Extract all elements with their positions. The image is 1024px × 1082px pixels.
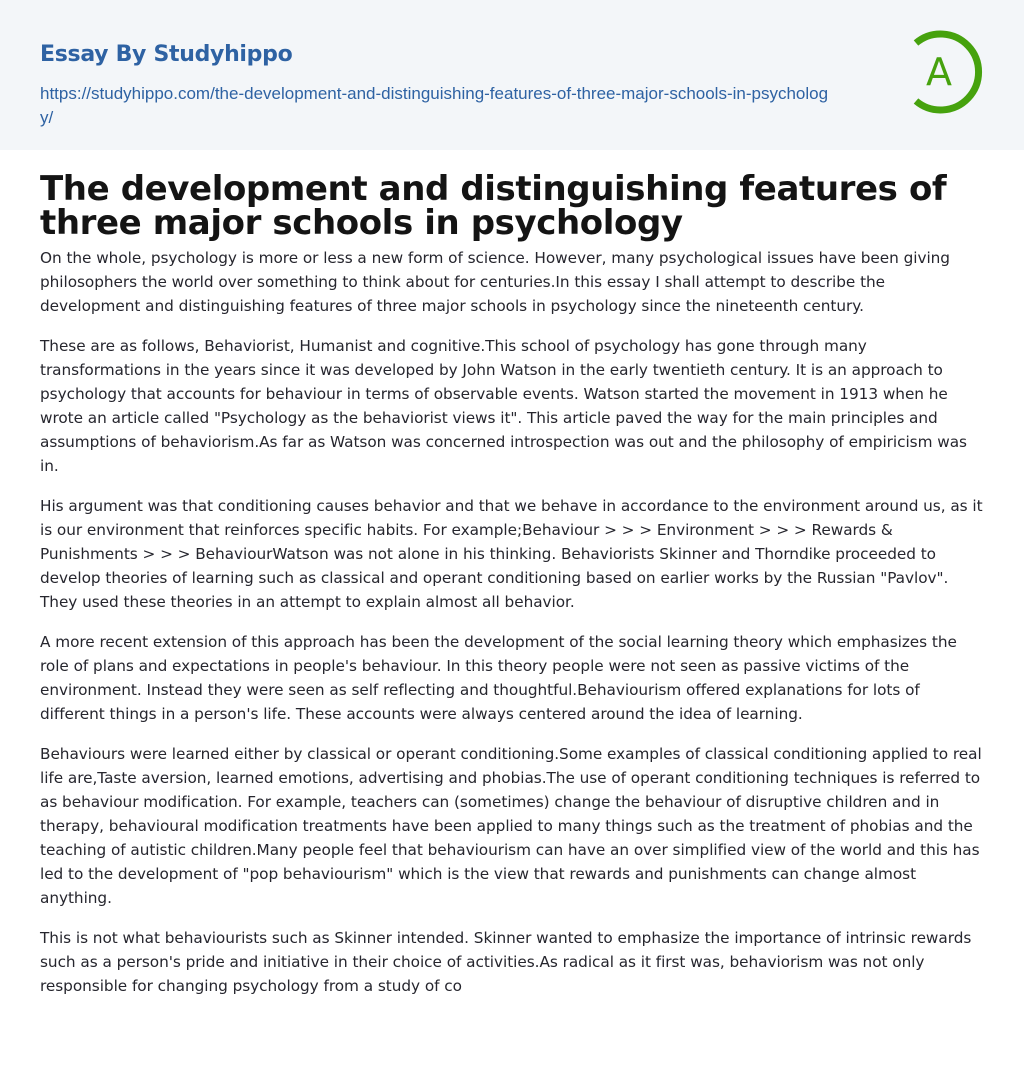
logo-letter: A [926,50,952,94]
article-paragraph: This is not what behaviourists such as Skinner intended. Skinner wanted to emphasize the importance of intrinsic rewards such as a person's pride and initiative in their choice of activities.As radical as it first was, behaviorism was not only responsible for changing psychology from a study of co [40,929,972,995]
essay-url-link[interactable]: https://studyhippo.com/the-development-and-distinguishing-features-of-three-major-schools-in-psychology/ [40,84,829,127]
logo-arc-icon [905,29,987,115]
site-title[interactable]: Essay By Studyhippo [40,42,293,67]
article-paragraph: On the whole, psychology is more or less a new form of science. However, many psychological issues have been giving philosophers the world over something to think about for centuries.In this essay I shall attempt to describe the development and distinguishing features of three major schools in psychology since the nineteenth century. [40,249,950,315]
article-paragraph: Behaviours were learned either by classical or operant conditioning.Some examples of classical conditioning applied to real life are,Taste aversion, learned emotions, advertising and phobias.The use of operant conditioning techniques is referred to as behaviour modification. For example, teachers can (sometimes) change the behaviour of disruptive children and in therapy, behavioural modification treatments have been applied to many things such as the treatment of phobias and the teaching of autistic children.Many people feel that behaviourism can have an over simplified view of the world and this has led to the development of "pop behaviourism" which is the view that rewards and punishments can change almost anything. [40,745,982,907]
page-title: The development and distinguishing features of three major schools in psychology [40,169,947,243]
site-header [0,0,1024,150]
studyhippo-logo-icon[interactable] [905,29,987,115]
article-paragraph: His argument was that conditioning causes behavior and that we behave in accordance to the environment around us, as it is our environment that reinforces specific habits. For example;Behaviour > > > Environment > > > Rewards & Punishments > > > BehaviourWatson was not alone in his thinking. Behaviorists Skinner and Thorndike proceeded to develop theories of learning such as classical and operant conditioning based on earlier works by the Russian "Pavlov". They used these theories in an attempt to explain almost all behavior. [40,497,983,611]
article-paragraph: These are as follows, Behaviorist, Humanist and cognitive.This school of psychology has gone through many transformations in the years since it was developed by John Watson in the early twentieth century. It is an approach to psychology that accounts for behaviour in terms of observable events. Watson started the movement in 1913 when he wrote an article called "Psychology as the behaviorist views it". This article paved the way for the main principles and assumptions of behaviorism.As far as Watson was concerned introspection was out and the philosophy of empiricism was in. [40,337,967,475]
article-paragraph: A more recent extension of this approach has been the development of the social learning theory which emphasizes the role of plans and expectations in people's behaviour. In this theory people were not seen as passive victims of the environment. Instead they were seen as self reflecting and thoughtful.Behaviourism offered explanations for lots of different things in a person's life. These accounts were always centered around the idea of learning. [40,633,957,723]
article [0,169,1024,998]
